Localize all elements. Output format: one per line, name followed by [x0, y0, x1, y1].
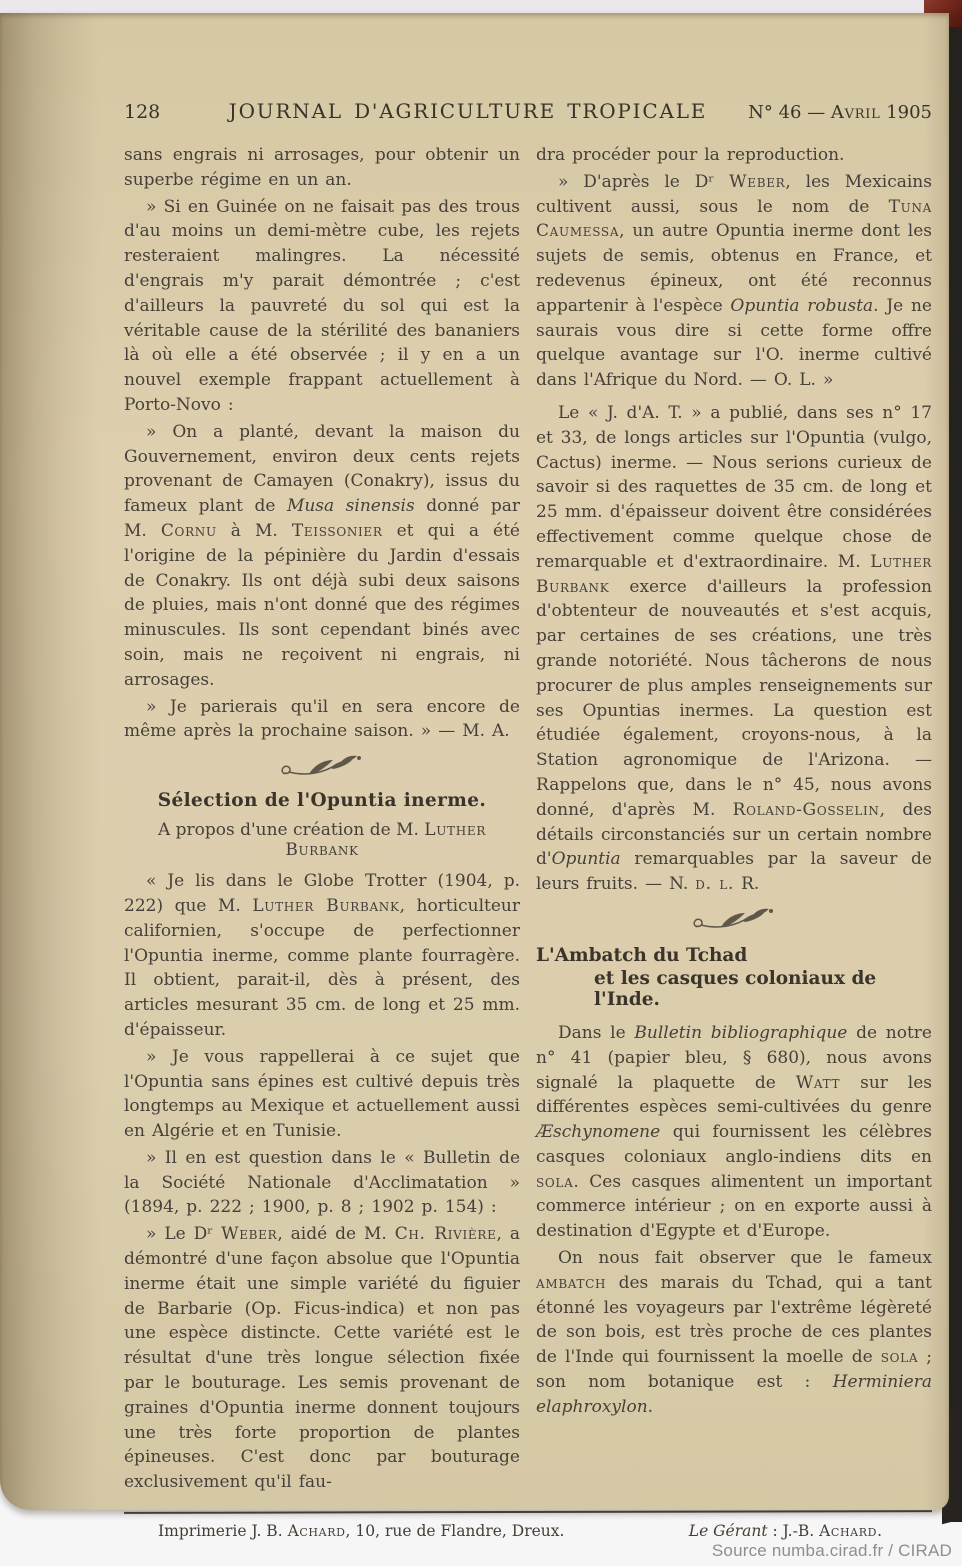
- page-header: [124, 99, 932, 123]
- journal-title: JOURNAL D'AGRICULTURE TROPICALE: [228, 99, 708, 123]
- page-footer: [124, 1511, 932, 1540]
- text-paragraph: » On a planté, devant la maison du Gouvernement, environ deux cents rejets provenant de Camayen (Conakry), issus du fameux plant de Musa sinensis donné par M. Cornu à M. Teissonier et qui a été l'origine de la pépinière du Jardin d'essais de Conakry. Ils ont déjà subi deux saisons de pluies, mais n'ont donné que des régimes minuscules. Ils sont cependant binés avec soin, mais ne reçoivent ni engrais, ni arrosages.: [124, 421, 520, 690]
- text-paragraph: sans engrais ni arrosages, pour obtenir un superbe régime en un an.: [124, 145, 520, 190]
- section-subtitle: A propos d'une création de M. Luther Burbank: [157, 820, 487, 861]
- text-paragraph: » Le Dʳ Weber, aidé de M. Ch. Rivière, a démontré d'une façon absolue que l'Opuntia inerme était une simple variété du figuier de Barbarie (Op. Ficus-indica) et non pas une espèce distincte. Cette variété est le résultat d'une très longue sélection fixée par le bouturage. Les semis provenant de graines d'Opuntia inerme donnent toujours une très forte proportion de plantes épineuses. C'est donc par bouturage exclusivement qu'il fau-: [124, 1224, 520, 1493]
- text-paragraph: On nous fait observer que le fameux ambatch des marais du Tchad, qui a tant étonné les voyageurs par l'extrême légèreté de son bois, est très proche de ces plantes de l'Inde qui fournissent la moelle de sola ; son nom botanique est : Herminiera elaphroxylon.: [536, 1248, 932, 1417]
- book-page: [0, 13, 949, 1541]
- text-paragraph: » Il en est question dans le « Bulletin de la Société Nationale d'Acclimatation » (1894, p. 222 ; 1900, p. 8 ; 1902 p. 154) :: [124, 1147, 520, 1218]
- source-attribution: Source numba.cirad.fr / CIRAD: [711, 1541, 952, 1560]
- fleuron-ornament: [124, 754, 520, 784]
- gerant-note: Le Gérant : J.-B. Achard.: [688, 1522, 882, 1541]
- text-paragraph: » Je parierais qu'il en sera encore de même après la prochaine saison. » — M. A.: [124, 696, 520, 742]
- left-column: [124, 143, 520, 1497]
- editorial-note-paragraph: Le « J. d'A. T. » a publié, dans ses n° 17 et 33, de longs articles sur l'Opuntia (vulgo, Cactus) inerme. — Nous serions curieux de savoir si des raquettes de 35 cm. de long et 25 mm. d'épaisseur doivent être considérées effectivement comme quelque chose de remarquable et d'extraordinaire. M. Luther Burbank exerce d'ailleurs la profession d'obtenteur de nouveautés et s'est acquis, par certaines de ses créations, une très grande notoriété. Nous tâcherons de nous procurer de plus amples renseignements sur ses Opuntias inermes. La question est étudiée également, croyons-nous, à la Station agronomique de l'Arizona. — Rappelons que, dans le n° 45, nous avons donné, d'après M. Roland-Gosselin, des détails circonstanciés sur un certain nombre d'Opuntia remarquables par la saveur de leurs fruits. — N. d. l. R.: [536, 402, 932, 895]
- fleuron-ornament: [536, 907, 932, 937]
- right-column: [536, 143, 932, 1497]
- imprimerie-note: Imprimerie J. B. Achard, 10, rue de Flandre, Dreux.: [158, 1522, 565, 1541]
- section-title-line2: et les casques coloniaux de l'Inde.: [594, 967, 877, 1010]
- text-paragraph: » D'après le Dʳ Weber, les Mexicains cultivent aussi, sous le nom de Tuna Caumessa, un autre Opuntia inerme dont les sujets de semis, obtenus en France, et redevenus épineux, ont été reconnus appartenir à l'espèce Opuntia robusta. Je ne saurais vous dire si cette forme offre quelque avantage sur l'O. inerme cultivé dans l'Afrique du Nord. — O. L. »: [536, 171, 932, 391]
- section-title-line1: L'Ambatch du Tchad: [536, 944, 748, 966]
- text-paragraph: » Je vous rappellerai à ce sujet que l'Opuntia sans épines est cultivé depuis très longtemps au Mexique et actuellement aussi en Algérie et en Tunisie.: [124, 1046, 520, 1142]
- book-cover-edge: [949, 22, 962, 1522]
- scanner-background: [0, 0, 962, 13]
- issue-label: N° 46 — Avril 1905: [748, 102, 932, 123]
- section-title: Sélection de l'Opuntia inerme.: [157, 790, 487, 812]
- two-column-text: [124, 143, 932, 1497]
- text-paragraph: dra procéder pour la reproduction.: [536, 145, 845, 165]
- text-paragraph: « Je lis dans le Globe Trotter (1904, p. 222) que M. Luther Burbank, horticulteur californien, s'occupe de perfectionner l'Opuntia inerme, comme plante fourragère. Il obtient, parait-il, dès à présent, des articles mesurant 35 cm. de long et 25 mm. d'épaisseur.: [124, 871, 520, 1040]
- text-paragraph: » Si en Guinée on ne faisait pas des trous d'au moins un demi-mètre cube, les rejets resteraient malingres. La nécessité d'engrais m'y parait démontrée ; c'est d'ailleurs la pauvreté du sol qui est la véritable cause de la stérilité des bananiers là où elle a été observée ; il y en a un nouvel exemple frappant actuellement à Porto-Novo :: [124, 196, 520, 415]
- footer-row: [124, 1522, 932, 1540]
- footer-rule: [124, 1510, 932, 1514]
- page-number: 128: [124, 101, 161, 123]
- page-content: [124, 13, 932, 1540]
- text-paragraph: Dans le Bulletin bibliographique de notre n° 41 (papier bleu, § 680), nous avons signalé la plaquette de Watt sur les différentes espèces semi-cultivées du genre Æschynomene qui fournissent les célèbres casques coloniaux anglo-indiens dits en sola. Ces casques alimentent un important commerce intérieur ; on en exporte aussi à destination d'Egypte et d'Europe.: [536, 1022, 932, 1242]
